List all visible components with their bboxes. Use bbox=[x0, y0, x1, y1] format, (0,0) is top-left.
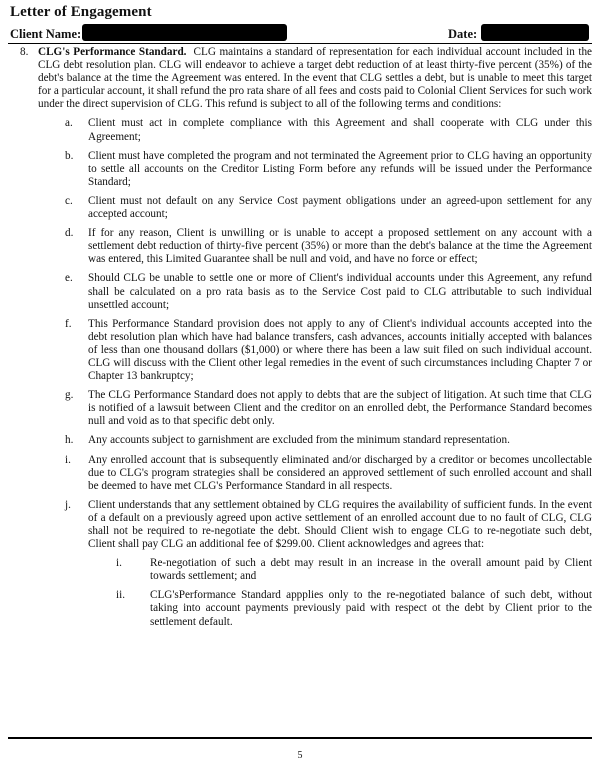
date-redaction bbox=[481, 24, 589, 41]
section-intro bbox=[20, 46, 592, 111]
list-item-j: j. Client understands that any settlement obtained by CLG requires the availability of sufficient funds. In the event of a default on a previously agreed upon active settlement of an enrolled account due to no fault of CLG, CLG shall not be required to re-negotiate the debt. Should Client wish to engage CLG to re-negotiate such debt, Client shall pay CLG an additional fee of $299.00. Client acknowledges and agrees that: bbox=[65, 498, 592, 551]
footer-divider bbox=[8, 737, 592, 739]
list-subitem-ii: ii. CLG'sPerformance Standard appplies only to the re-negotiated balance of such debt, without taking into account payments previously paid with respect ot the debt by Client prior to the settlement default. bbox=[116, 589, 592, 628]
client-name-label: Client Name: bbox=[10, 27, 82, 41]
list-item-d: d. If for any reason, Client is unwilling or is unable to accept a proposed settlement on any account with a settlement debt reduction of thirty-five percent (35%) or more than the debt's balance at the time the Agreement was entered, this Limited Guarantee shall be null and void, and have no force or effect; bbox=[65, 227, 592, 266]
page-number: 5 bbox=[297, 750, 303, 761]
date-label: Date: bbox=[448, 27, 478, 41]
section-heading: CLG's Performance Standard. bbox=[38, 46, 187, 58]
list-item-b: b. Client must have completed the program and not terminated the Agreement prior to CLG having an opportunity to settle all accounts on the Creditor Listing Form before any refunds will be issued under the Performance Standard; bbox=[65, 149, 592, 188]
section-intro-text: CLG maintains a standard of representation for each individual account included in the CLG debt resolution plan. CLG will endeavor to achieve a target debt reduction of at least thirty-five percent (35%) of the debt's balance at the time the Agreement was entered. In the event that CLG settles a debt, but is unable to meet this target for a particular account, it shall refund the pro rata share of all fees and costs paid to Colonial Client Services for such work under the direct supervision of CLG. This refund is subject to all of the following terms and conditions: bbox=[38, 46, 592, 111]
header-divider bbox=[8, 43, 592, 44]
list-item-a: a. Client must act in complete compliance with this Agreement and shall cooperate with CLG under this Agreement; bbox=[65, 117, 592, 143]
list-item-c: c. Client must not default on any Service Cost payment obligations under an agreed-upon settlement for any accepted account; bbox=[65, 194, 592, 221]
performance-standard-section bbox=[20, 46, 592, 629]
list-subitem-i: i. Re-negotiation of such a debt may result in an increase in the overall amount paid by Client towards settlement; and bbox=[116, 557, 592, 583]
section-number: 8. bbox=[20, 46, 29, 58]
list-item-h: h. Any accounts subject to garnishment are excluded from the minimum standard representation. bbox=[65, 434, 510, 447]
list-item-g: g. The CLG Performance Standard does not apply to debts that are the subject of litigation. At such time that CLG is notified of a lawsuit between Client and the creditor on an enrolled debt, the Performance Standard becomes null and void as to that specific debt only. bbox=[65, 389, 592, 428]
document-title: Letter of Engagement bbox=[10, 4, 152, 20]
list-item-i: i. Any enrolled account that is subsequently eliminated and/or discharged by a creditor or becomes uncollectable due to CLG's program strategies shall be considered an approved settlement of such enrolled account and shall be deemed to have met CLG's Performance Standard in all respects. bbox=[65, 453, 592, 492]
list-item-f: f. This Performance Standard provision does not apply to any of Client's individual accounts accepted into the debt resolution plan which have had balance transfers, cash advances, accounts initially accepted with balances of less than one thousand dollars ($1,000) or where there has been a law suit filed on such individual account. CLG will discuss with the Client other legal remedies in the event of such circumstances including Chapter 7 or Chapter 13 bankruptcy; bbox=[65, 317, 592, 383]
client-name-redaction bbox=[82, 24, 287, 41]
list-item-e: e. Should CLG be unable to settle one or more of Client's individual accounts under this Agreement, any refund shall be calculated on a pro rata basis as to the Service Cost paid to CLG attributable to such individual unsettled account; bbox=[65, 272, 592, 311]
